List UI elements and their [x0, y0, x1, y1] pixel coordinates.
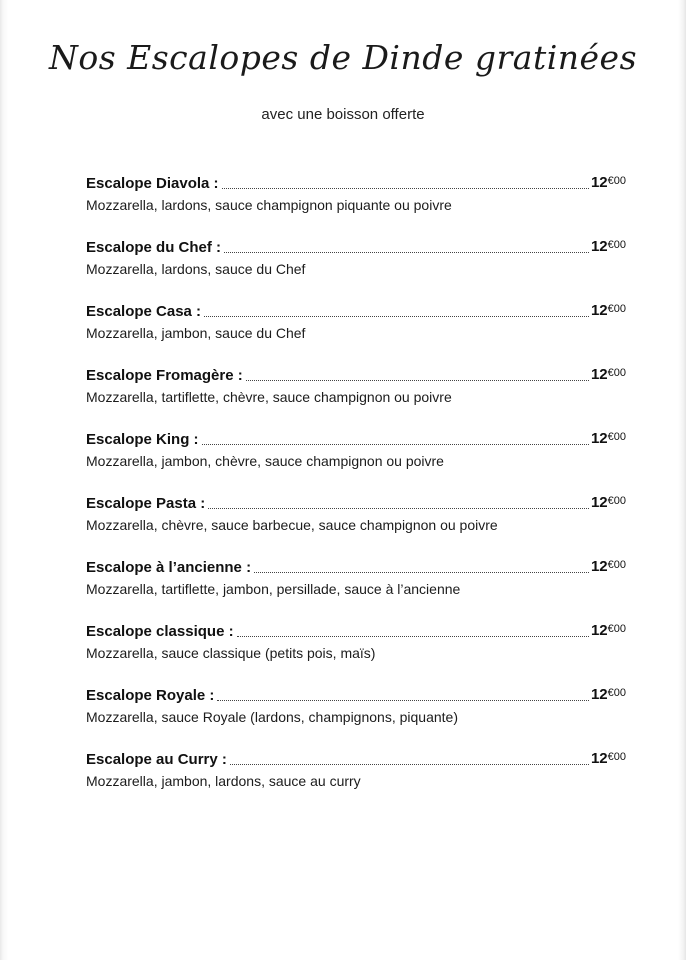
menu-item-description: Mozzarella, chèvre, sauce barbecue, sauce champignon ou poivre [86, 517, 498, 533]
menu-item-name: Escalope à l’ancienne : [86, 559, 252, 576]
menu-item-description: Mozzarella, sauce Royale (lardons, champignons, piquante) [86, 709, 458, 725]
dot-leader [217, 699, 589, 701]
menu-item-name: Escalope Royale : [86, 687, 215, 704]
menu-item-description: Mozzarella, tartiflette, jambon, persillade, sauce à l’ancienne [86, 581, 461, 597]
dot-leader [224, 251, 589, 253]
menu-item-description: Mozzarella, sauce classique (petits pois, maïs) [86, 645, 376, 661]
menu-item-name: Escalope Diavola : [86, 175, 219, 192]
menu-item [86, 236, 626, 300]
menu-title: Nos Escalopes de Dinde gratinées [48, 38, 638, 77]
menu-item [86, 172, 626, 236]
menu-item-name: Escalope au Curry : [86, 751, 227, 768]
menu-item [86, 748, 626, 812]
dot-leader [246, 379, 589, 381]
menu-item-price: 12€00 [590, 174, 626, 191]
menu-item-name: Escalope classique : [86, 623, 234, 640]
dot-leader [208, 507, 589, 509]
menu-item [86, 492, 626, 556]
dot-leader [230, 763, 589, 765]
dot-leader [204, 315, 589, 317]
menu-item-price: 12€00 [590, 238, 626, 255]
menu-item-description: Mozzarella, lardons, sauce champignon piquante ou poivre [86, 197, 452, 213]
dot-leader [254, 571, 589, 573]
menu-item-price: 12€00 [590, 622, 626, 639]
menu-item [86, 556, 626, 620]
menu-item-price: 12€00 [590, 686, 626, 703]
menu-item-description: Mozzarella, tartiflette, chèvre, sauce champignon ou poivre [86, 389, 452, 405]
menu-item-price: 12€00 [590, 430, 626, 447]
menu-item-name: Escalope Pasta : [86, 495, 206, 512]
menu-list [86, 172, 626, 812]
menu-item-description: Mozzarella, jambon, lardons, sauce au curry [86, 773, 361, 789]
dot-leader [202, 443, 589, 445]
menu-item [86, 684, 626, 748]
menu-item-name: Escalope King : [86, 431, 199, 448]
menu-item-name: Escalope Casa : [86, 303, 202, 320]
menu-item-description: Mozzarella, jambon, chèvre, sauce champignon ou poivre [86, 453, 444, 469]
menu-item-price: 12€00 [590, 558, 626, 575]
menu-item-price: 12€00 [590, 494, 626, 511]
menu-item-price: 12€00 [590, 750, 626, 767]
menu-subtitle: avec une boisson offerte [261, 106, 425, 123]
menu-item-price: 12€00 [590, 366, 626, 383]
menu-item-description: Mozzarella, jambon, sauce du Chef [86, 325, 306, 341]
dot-leader [222, 187, 589, 189]
menu-item [86, 428, 626, 492]
menu-item [86, 300, 626, 364]
menu-item-description: Mozzarella, lardons, sauce du Chef [86, 261, 306, 277]
dot-leader [237, 635, 589, 637]
menu-item-name: Escalope du Chef : [86, 239, 222, 256]
menu-item-price: 12€00 [590, 302, 626, 319]
menu-item-name: Escalope Fromagère : [86, 367, 243, 384]
menu-item [86, 620, 626, 684]
menu-item [86, 364, 626, 428]
